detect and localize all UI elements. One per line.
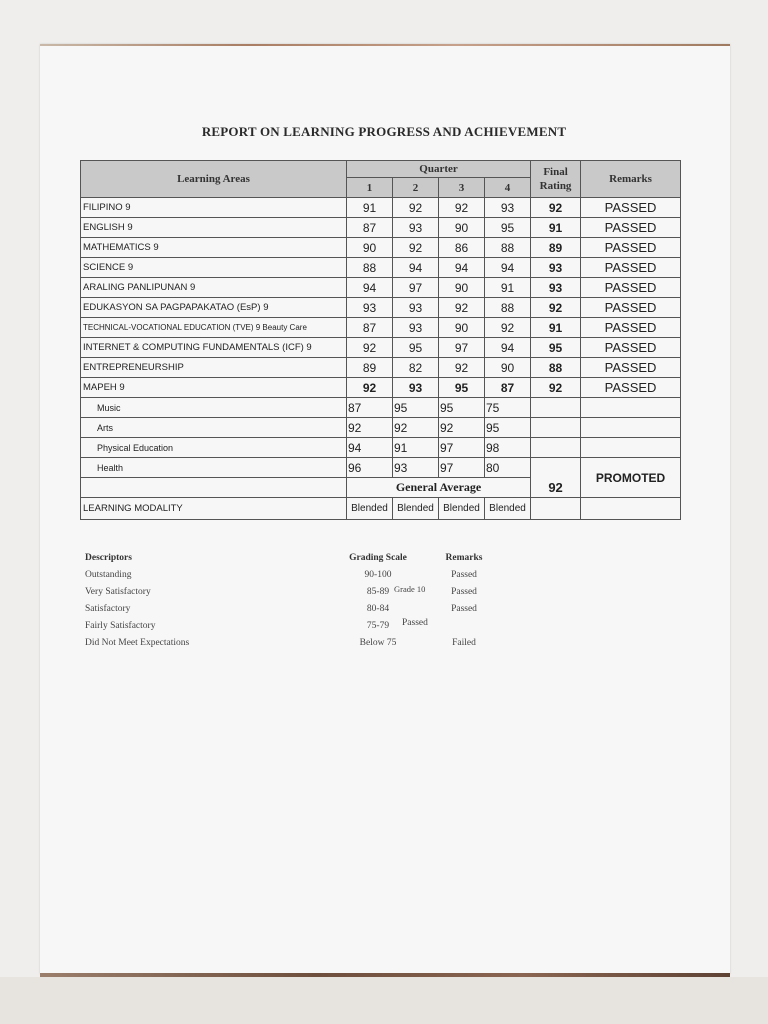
learning-modality-value: Blended: [347, 498, 393, 520]
quarter-grade: 91: [485, 278, 531, 298]
quarter-grade: 94: [347, 278, 393, 298]
descriptor: Outstanding: [85, 570, 132, 580]
empty-cell: [581, 418, 681, 438]
grading-scale: Below 75: [359, 638, 397, 648]
component-name: Arts: [81, 418, 347, 438]
descriptor: Satisfactory: [85, 604, 131, 614]
general-average-label: General Average: [347, 478, 531, 498]
component-name: Physical Education: [81, 438, 347, 458]
grading-scale: 85-89: [366, 587, 390, 597]
quarter-grade: 92: [439, 298, 485, 318]
quarter-grade: 82: [393, 358, 439, 378]
component-grade: 92: [347, 418, 393, 438]
component-name: Music: [81, 398, 347, 418]
quarter-3-header: 3: [439, 178, 485, 198]
learning-modality-value: Blended: [393, 498, 439, 520]
subject-name: ARALING PANLIPUNAN 9: [81, 278, 347, 298]
quarter-grade: 88: [347, 258, 393, 278]
quarter-grade: 94: [393, 258, 439, 278]
remarks: PASSED: [581, 218, 681, 238]
remarks: PASSED: [581, 358, 681, 378]
empty-cell: [81, 478, 347, 498]
final-rating: 93: [531, 278, 581, 298]
legend-remark: Passed: [451, 570, 477, 580]
subject-name: EDUKASYON SA PAGPAPAKATAO (EsP) 9: [81, 298, 347, 318]
remarks: PASSED: [581, 198, 681, 218]
legend-remark: [442, 618, 486, 635]
legend-remark: Failed: [452, 638, 476, 648]
remarks: PASSED: [581, 238, 681, 258]
quarter-grade: 86: [439, 238, 485, 258]
remarks: PASSED: [581, 378, 681, 398]
component-grade: 97: [439, 438, 485, 458]
subject-name: FILIPINO 9: [81, 198, 347, 218]
component-grade: 91: [393, 438, 439, 458]
quarter-grade: 87: [485, 378, 531, 398]
quarter-grade: 91: [347, 198, 393, 218]
component-grade: 95: [439, 398, 485, 418]
empty-cell: [531, 438, 581, 458]
table-row: [81, 198, 681, 218]
subject-name: ENGLISH 9: [81, 218, 347, 238]
subject-name: MAPEH 9: [81, 378, 347, 398]
component-grade: 92: [393, 418, 439, 438]
learning-modality-label: LEARNING MODALITY: [81, 498, 347, 520]
learning-modality-value: Blended: [485, 498, 531, 520]
component-grade: 97: [439, 458, 485, 478]
quarter-grade: 95: [393, 338, 439, 358]
paper-top-edge: [40, 44, 730, 46]
legend-remarks-header: Remarks: [445, 553, 483, 563]
quarter-grade: 95: [439, 378, 485, 398]
quarter-grade: 93: [485, 198, 531, 218]
final-rating: 92: [531, 378, 581, 398]
table-row: [81, 298, 681, 318]
component-grade: 92: [439, 418, 485, 438]
quarter-grade: 93: [393, 378, 439, 398]
grading-scale: 80-84: [366, 604, 390, 614]
quarter-grade: 92: [439, 198, 485, 218]
quarter-grade: 94: [485, 258, 531, 278]
learning-areas-header: Learning Areas: [81, 161, 347, 198]
subject-name: TECHNICAL-VOCATIONAL EDUCATION (TVE) 9 Beauty Care: [81, 318, 347, 338]
component-grade: 95: [393, 398, 439, 418]
quarter-grade: 90: [439, 318, 485, 338]
final-rating: 91: [531, 218, 581, 238]
descriptors-header: Descriptors: [85, 553, 132, 563]
subject-name: INTERNET & COMPUTING FUNDAMENTALS (ICF) 9: [81, 338, 347, 358]
final-rating: 92: [531, 298, 581, 318]
quarter-grade: 93: [393, 318, 439, 338]
learning-modality-row: [81, 498, 681, 520]
legend-remarks-column: [442, 550, 486, 652]
subject-name: ENTREPRENEURSHIP: [81, 358, 347, 378]
table-row: [81, 358, 681, 378]
final-rating-header: [531, 161, 581, 198]
component-grade: 98: [485, 438, 531, 458]
remarks: PASSED: [581, 278, 681, 298]
quarter-grade: 90: [485, 358, 531, 378]
table-row: [81, 258, 681, 278]
general-average-value: 92: [531, 478, 581, 498]
quarter-grade: 97: [439, 338, 485, 358]
inline-remark: Passed: [402, 618, 428, 628]
final-rating-label-1: Final: [543, 166, 568, 178]
descriptor: Did Not Meet Expectations: [85, 638, 190, 648]
table-row: [81, 238, 681, 258]
component-grade: 93: [393, 458, 439, 478]
descriptor: Very Satisfactory: [85, 587, 151, 597]
quarter-grade: 87: [347, 318, 393, 338]
quarter-grade: 92: [347, 338, 393, 358]
quarter-grade: 92: [393, 238, 439, 258]
quarter-grade: 90: [347, 238, 393, 258]
quarter-grade: 95: [485, 218, 531, 238]
quarter-grade: 94: [485, 338, 531, 358]
final-rating: 89: [531, 238, 581, 258]
subject-name: MATHEMATICS 9: [81, 238, 347, 258]
descriptor: Fairly Satisfactory: [85, 621, 156, 631]
quarter-header: Quarter: [347, 161, 531, 178]
mapeh-component-row: [81, 418, 681, 438]
table-row: [81, 278, 681, 298]
remarks: PASSED: [581, 318, 681, 338]
quarter-grade: 92: [393, 198, 439, 218]
final-rating: 95: [531, 338, 581, 358]
quarter-grade: 92: [485, 318, 531, 338]
component-name: Health: [81, 458, 347, 478]
empty-cell: [581, 498, 681, 520]
background-surface: [0, 977, 768, 1024]
quarter-grade: 94: [439, 258, 485, 278]
mapeh-component-row: [81, 438, 681, 458]
mapeh-component-row: [81, 458, 681, 478]
remarks: PASSED: [581, 298, 681, 318]
quarter-grade: 92: [439, 358, 485, 378]
component-grade: 94: [347, 438, 393, 458]
component-grade: 80: [485, 458, 531, 478]
grading-scale-header: Grading Scale: [349, 553, 407, 563]
quarter-grade: 89: [347, 358, 393, 378]
empty-cell: [581, 398, 681, 418]
quarter-grade: 90: [439, 218, 485, 238]
final-rating: 88: [531, 358, 581, 378]
descriptors-column: [85, 550, 189, 652]
grading-scale-column: [338, 550, 418, 652]
legend-remark: Passed: [451, 604, 477, 614]
quarter-grade: 93: [347, 298, 393, 318]
empty-cell: [531, 398, 581, 418]
final-rating: 92: [531, 198, 581, 218]
empty-cell: [581, 438, 681, 458]
table-row: [81, 318, 681, 338]
grade-note: Grade 10: [394, 584, 426, 594]
grading-scale: 90-100: [364, 570, 392, 580]
quarter-grade: 88: [485, 238, 531, 258]
remarks: PASSED: [581, 338, 681, 358]
promotion-status: PROMOTED: [581, 458, 681, 498]
quarter-grade: 93: [393, 298, 439, 318]
component-grade: 75: [485, 398, 531, 418]
grading-scale: 75-79: [366, 621, 390, 631]
quarter-grade: 88: [485, 298, 531, 318]
remarks: PASSED: [581, 258, 681, 278]
quarter-grade: 93: [393, 218, 439, 238]
component-grade: 95: [485, 418, 531, 438]
final-rating-label-2: Rating: [539, 180, 572, 192]
subject-name: SCIENCE 9: [81, 258, 347, 278]
quarter-4-header: 4: [485, 178, 531, 198]
grades-table: [80, 160, 681, 520]
empty-cell: [531, 458, 581, 478]
quarter-grade: 92: [347, 378, 393, 398]
quarter-1-header: 1: [347, 178, 393, 198]
table-row: [81, 338, 681, 358]
legend-remark: Passed: [451, 587, 477, 597]
mapeh-component-row: [81, 398, 681, 418]
header-row: [81, 161, 681, 178]
final-rating: 93: [531, 258, 581, 278]
remarks-header: Remarks: [581, 161, 681, 198]
quarter-grade: 90: [439, 278, 485, 298]
empty-cell: [531, 498, 581, 520]
quarter-grade: 87: [347, 218, 393, 238]
quarter-grade: 97: [393, 278, 439, 298]
quarter-2-header: 2: [393, 178, 439, 198]
table-row: [81, 378, 681, 398]
learning-modality-value: Blended: [439, 498, 485, 520]
final-rating: 91: [531, 318, 581, 338]
component-grade: 87: [347, 398, 393, 418]
report-title: REPORT ON LEARNING PROGRESS AND ACHIEVEMENT: [201, 124, 567, 139]
table-row: [81, 218, 681, 238]
component-grade: 96: [347, 458, 393, 478]
empty-cell: [531, 418, 581, 438]
